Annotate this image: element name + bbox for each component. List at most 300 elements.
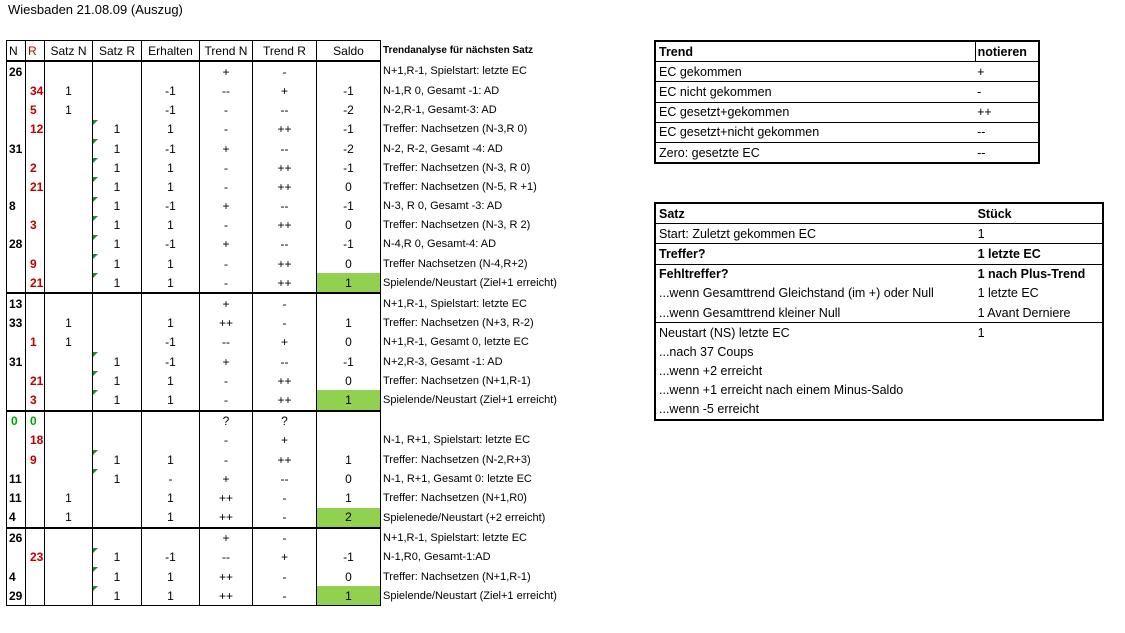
- cell-analysis: N-2,R-1, Gesamt-3: AD: [383, 104, 497, 117]
- cell-erhalten: [142, 431, 200, 450]
- cell-trend-r: -: [253, 61, 317, 81]
- trend-label: EC gesetzt+gekommen: [655, 102, 975, 122]
- cell-n: [7, 101, 26, 120]
- cell-r: [26, 528, 45, 548]
- trend-row: [655, 142, 1039, 163]
- cell-analysis: Treffer: Nachsetzen (N-3, R 0): [383, 161, 531, 174]
- cell-satz-n: [45, 450, 93, 469]
- cell-erhalten: -1: [142, 333, 200, 352]
- cell-trend-n: -: [200, 450, 253, 469]
- cell-satz-r: 1: [93, 158, 142, 177]
- cell-analysis: Spielende/Neustart (Ziel+1 erreicht): [383, 394, 557, 407]
- cell-analysis: N+1,R-1, Spielstart: letzte EC: [383, 297, 527, 310]
- cell-saldo: [317, 293, 381, 313]
- cell-trend-r: -: [253, 314, 317, 333]
- cell-satz-n: 1: [45, 81, 93, 100]
- col-header-n: N: [7, 41, 26, 62]
- cell-n: 31: [7, 139, 26, 158]
- cell-satz-n: 1: [45, 314, 93, 333]
- cell-analysis: N-1, R+1, Spielstart: letzte EC: [383, 434, 531, 447]
- cell-satz-r: 1: [93, 120, 142, 139]
- table-row: [7, 177, 631, 196]
- cell-r: 34: [26, 81, 45, 100]
- cell-trend-r: --: [253, 197, 317, 216]
- table-row: [7, 158, 631, 177]
- cell-erhalten: -1: [142, 101, 200, 120]
- table-row: [7, 101, 631, 120]
- cell-saldo: -1: [317, 548, 381, 567]
- cell-trend-n: --: [200, 333, 253, 352]
- satz-label: ...wenn +1 erreicht nach einem Minus-Saldo: [659, 383, 904, 398]
- cell-erhalten: 1: [142, 273, 200, 293]
- cell-trend-r: -: [253, 488, 317, 507]
- cell-erhalten: -1: [142, 548, 200, 567]
- cell-trend-r: ++: [253, 120, 317, 139]
- cell-erhalten: 1: [142, 586, 200, 606]
- header-row: [7, 41, 631, 62]
- satz-value: 1 letzte EC: [977, 286, 1039, 301]
- cell-trend-n: +: [200, 469, 253, 488]
- cell-r: 1: [26, 333, 45, 352]
- cell-trend-r: -: [253, 586, 317, 606]
- cell-saldo: -1: [317, 158, 381, 177]
- cell-analysis: [381, 411, 631, 431]
- trend-row: [655, 122, 1039, 142]
- cell-saldo: 0: [317, 567, 381, 586]
- satz-label: Start: Zuletzt gekommen EC: [655, 224, 976, 244]
- trend-notation: --: [975, 142, 1039, 163]
- table-row: [7, 254, 631, 273]
- cell-trend-r: ++: [253, 177, 317, 196]
- table-row: [7, 81, 631, 100]
- cell-n: [7, 371, 26, 390]
- cell-n: [7, 158, 26, 177]
- cell-satz-r: [93, 61, 142, 81]
- cell-r: 2: [26, 158, 45, 177]
- cell-analysis: Treffer: Nachsetzen (N-3,R 0): [383, 123, 528, 136]
- cell-trend-r: ++: [253, 390, 317, 410]
- satz-label: ...wenn Gesamttrend Gleichstand (im +) oder Null: [659, 286, 934, 301]
- cell-satz-r: 1: [93, 586, 142, 606]
- table-row: [7, 450, 631, 469]
- cell-analysis: Spielenede/Neustart (+2 erreicht): [383, 511, 546, 524]
- satz-row: [655, 381, 1103, 400]
- cell-satz-r: [93, 528, 142, 548]
- cell-analysis: N-3, R 0, Gesamt -3: AD: [383, 200, 503, 213]
- satz-value: 1 Avant Derniere: [977, 305, 1071, 320]
- trend-header-label: Trend: [655, 41, 975, 62]
- cell-satz-n: 1: [45, 488, 93, 507]
- cell-satz-n: [45, 390, 93, 410]
- satz-value: 1: [976, 224, 1103, 244]
- cell-saldo: [317, 61, 381, 81]
- col-header-satz-n: Satz N: [45, 41, 93, 62]
- cell-trend-r: --: [253, 139, 317, 158]
- cell-satz-n: [45, 293, 93, 313]
- satz-header-row: [655, 203, 1103, 224]
- cell-satz-n: [45, 120, 93, 139]
- table-row: [7, 273, 631, 293]
- col-header-trend-r: Trend R: [253, 41, 317, 62]
- trend-header-row: [655, 41, 1039, 62]
- table-row: [7, 139, 631, 158]
- cell-saldo: 0: [317, 469, 381, 488]
- satz-label: ...nach 37 Coups: [659, 344, 754, 359]
- cell-analysis: N-1,R 0, Gesamt -1: AD: [383, 84, 500, 97]
- satz-label: Treffer?: [655, 244, 976, 264]
- cell-saldo: 1: [317, 586, 381, 606]
- cell-analysis: N+1,R-1, Spielstart: letzte EC: [383, 65, 527, 78]
- cell-satz-n: [45, 235, 93, 254]
- cell-r: [26, 508, 45, 528]
- cell-satz-n: [45, 411, 93, 431]
- cell-erhalten: 1: [142, 177, 200, 196]
- col-header-r: R: [26, 41, 45, 62]
- cell-satz-n: [45, 216, 93, 235]
- trend-notation: --: [975, 122, 1039, 142]
- cell-trend-r: ++: [253, 450, 317, 469]
- cell-satz-r: 1: [93, 390, 142, 410]
- cell-satz-r: [93, 508, 142, 528]
- cell-r: [26, 197, 45, 216]
- cell-n: 33: [7, 314, 26, 333]
- cell-saldo: -1: [317, 235, 381, 254]
- cell-satz-r: [93, 293, 142, 313]
- cell-trend-n: ++: [200, 567, 253, 586]
- table-row: [7, 197, 631, 216]
- cell-satz-r: [93, 411, 142, 431]
- cell-trend-r: -: [253, 508, 317, 528]
- satz-value: 1: [976, 323, 1103, 343]
- cell-trend-r: ++: [253, 216, 317, 235]
- cell-satz-r: 1: [93, 177, 142, 196]
- cell-analysis: Spielende/Neustart (Ziel+1 erreicht): [383, 277, 557, 290]
- cell-n: 4: [7, 508, 26, 528]
- cell-n: 26: [7, 61, 26, 81]
- satz-value: 1 nach Plus-Trend: [976, 264, 1103, 284]
- cell-trend-r: ?: [253, 411, 317, 431]
- cell-n: 0: [7, 411, 26, 431]
- cell-trend-r: +: [253, 431, 317, 450]
- cell-satz-r: 1: [93, 273, 142, 293]
- cell-r: [26, 139, 45, 158]
- table-row: [7, 352, 631, 371]
- cell-erhalten: -: [142, 469, 200, 488]
- satz-label: ...wenn +2 erreicht: [659, 364, 763, 379]
- table-row: [7, 333, 631, 352]
- cell-r: 3: [26, 216, 45, 235]
- cell-saldo: -1: [317, 120, 381, 139]
- cell-erhalten: -1: [142, 352, 200, 371]
- cell-r: [26, 567, 45, 586]
- cell-satz-n: [45, 177, 93, 196]
- cell-trend-n: ++: [200, 488, 253, 507]
- col-header-erhalten: Erhalten: [142, 41, 200, 62]
- cell-satz-r: [93, 314, 142, 333]
- cell-n: 31: [7, 352, 26, 371]
- cell-trend-n: ++: [200, 508, 253, 528]
- table-row: [7, 216, 631, 235]
- col-header-trend-n: Trend N: [200, 41, 253, 62]
- cell-n: 8: [7, 197, 26, 216]
- satz-row: [655, 342, 1103, 361]
- cell-n: 11: [7, 488, 26, 507]
- table-row: [7, 431, 631, 450]
- cell-r: 21: [26, 177, 45, 196]
- cell-satz-n: [45, 254, 93, 273]
- trend-row: [655, 82, 1039, 102]
- satz-label: ...wenn -5 erreicht: [659, 402, 760, 417]
- cell-trend-n: +: [200, 293, 253, 313]
- cell-satz-n: [45, 139, 93, 158]
- satz-row: [655, 303, 1103, 323]
- table-row: [7, 61, 631, 81]
- cell-satz-n: [45, 61, 93, 81]
- cell-analysis: Treffer: Nachsetzen (N+1,R-1): [383, 374, 531, 387]
- cell-erhalten: [142, 528, 200, 548]
- cell-trend-n: -: [200, 431, 253, 450]
- cell-trend-n: ++: [200, 314, 253, 333]
- cell-r: 0: [26, 411, 45, 431]
- cell-satz-n: [45, 158, 93, 177]
- trend-row: [655, 102, 1039, 122]
- cell-r: 21: [26, 371, 45, 390]
- cell-r: [26, 293, 45, 313]
- cell-trend-n: -: [200, 120, 253, 139]
- cell-n: 28: [7, 235, 26, 254]
- cell-erhalten: -1: [142, 139, 200, 158]
- cell-trend-n: -: [200, 158, 253, 177]
- cell-erhalten: 1: [142, 216, 200, 235]
- cell-r: [26, 352, 45, 371]
- cell-erhalten: -1: [142, 197, 200, 216]
- col-header-satz-r: Satz R: [93, 41, 142, 62]
- sheet-title: Wiesbaden 21.08.09 (Auszug): [8, 2, 183, 17]
- roulette-tracking-table: [6, 40, 631, 606]
- cell-trend-r: --: [253, 352, 317, 371]
- trend-label: EC gesetzt+nicht gekommen: [655, 122, 975, 142]
- satz-row: [655, 284, 1103, 303]
- table-row: [7, 508, 631, 528]
- satz-row: [655, 323, 1103, 343]
- satz-label: ...wenn Gesamttrend kleiner Null: [659, 305, 841, 320]
- cell-satz-r: [93, 488, 142, 507]
- cell-trend-r: ++: [253, 273, 317, 293]
- table-row: [7, 314, 631, 333]
- satz-row: [655, 244, 1103, 264]
- cell-r: 23: [26, 548, 45, 567]
- satz-label: Fehltreffer?: [655, 264, 976, 284]
- cell-saldo: -1: [317, 352, 381, 371]
- cell-n: 26: [7, 528, 26, 548]
- cell-satz-r: 1: [93, 254, 142, 273]
- table-row: [7, 390, 631, 410]
- cell-n: [7, 390, 26, 410]
- cell-satz-n: [45, 567, 93, 586]
- cell-n: [7, 216, 26, 235]
- cell-erhalten: -1: [142, 81, 200, 100]
- cell-analysis: Treffer: Nachsetzen (N-2,R+3): [383, 453, 531, 466]
- cell-erhalten: 1: [142, 254, 200, 273]
- cell-saldo: -1: [317, 197, 381, 216]
- satz-rules-table: [654, 202, 1104, 421]
- cell-analysis: N+2,R-3, Gesamt -1: AD: [383, 355, 503, 368]
- cell-n: 4: [7, 567, 26, 586]
- cell-erhalten: 1: [142, 488, 200, 507]
- cell-satz-r: 1: [93, 450, 142, 469]
- cell-saldo: -1: [317, 81, 381, 100]
- cell-saldo: 0: [317, 216, 381, 235]
- cell-satz-r: [93, 81, 142, 100]
- cell-saldo: [317, 528, 381, 548]
- cell-trend-r: +: [253, 548, 317, 567]
- cell-erhalten: 1: [142, 390, 200, 410]
- cell-r: 18: [26, 431, 45, 450]
- cell-satz-r: 1: [93, 469, 142, 488]
- trend-legend-table: [654, 40, 1040, 164]
- cell-trend-n: +: [200, 235, 253, 254]
- satz-row: [655, 362, 1103, 381]
- cell-satz-n: [45, 431, 93, 450]
- cell-trend-r: --: [253, 469, 317, 488]
- cell-trend-n: -: [200, 101, 253, 120]
- cell-n: 11: [7, 469, 26, 488]
- cell-trend-n: +: [200, 197, 253, 216]
- satz-value: 1 letzte EC: [976, 244, 1103, 264]
- cell-trend-n: ++: [200, 586, 253, 606]
- cell-analysis: Treffer: Nachsetzen (N+1,R-1): [383, 570, 531, 583]
- table-row: [7, 235, 631, 254]
- cell-trend-n: -: [200, 177, 253, 196]
- cell-r: [26, 469, 45, 488]
- cell-satz-r: [93, 101, 142, 120]
- cell-erhalten: [142, 411, 200, 431]
- cell-satz-r: 1: [93, 352, 142, 371]
- satz-row: [655, 400, 1103, 420]
- trend-label: EC gekommen: [655, 62, 975, 82]
- cell-analysis: N+1,R-1, Spielstart: letzte EC: [383, 531, 527, 544]
- cell-erhalten: 1: [142, 371, 200, 390]
- cell-satz-r: 1: [93, 567, 142, 586]
- trend-notation: +: [975, 62, 1039, 82]
- cell-trend-n: +: [200, 528, 253, 548]
- cell-saldo: [317, 411, 381, 431]
- table-row: [7, 488, 631, 507]
- cell-trend-n: -: [200, 216, 253, 235]
- cell-satz-n: [45, 586, 93, 606]
- table-row: [7, 371, 631, 390]
- cell-satz-n: [45, 528, 93, 548]
- cell-satz-n: [45, 469, 93, 488]
- cell-r: 9: [26, 254, 45, 273]
- cell-analysis: Treffer: Nachsetzen (N-3, R 2): [383, 219, 531, 232]
- cell-trend-n: -: [200, 273, 253, 293]
- cell-n: [7, 81, 26, 100]
- cell-erhalten: [142, 293, 200, 313]
- cell-trend-r: -: [253, 567, 317, 586]
- cell-saldo: 1: [317, 273, 381, 293]
- table-row: [7, 469, 631, 488]
- cell-trend-n: +: [200, 352, 253, 371]
- cell-satz-r: [93, 333, 142, 352]
- cell-trend-n: +: [200, 139, 253, 158]
- cell-saldo: 0: [317, 333, 381, 352]
- col-header-analysis: Trendanalyse für nächsten Satz: [383, 45, 534, 57]
- cell-erhalten: 1: [142, 567, 200, 586]
- cell-r: 5: [26, 101, 45, 120]
- cell-satz-n: [45, 548, 93, 567]
- cell-n: [7, 177, 26, 196]
- cell-analysis: N-2, R-2, Gesamt -4: AD: [383, 142, 503, 155]
- cell-trend-r: --: [253, 235, 317, 254]
- cell-r: 21: [26, 273, 45, 293]
- cell-trend-r: +: [253, 333, 317, 352]
- cell-r: [26, 586, 45, 606]
- cell-trend-n: --: [200, 81, 253, 100]
- cell-r: 9: [26, 450, 45, 469]
- cell-r: 12: [26, 120, 45, 139]
- cell-erhalten: 1: [142, 508, 200, 528]
- cell-satz-r: 1: [93, 139, 142, 158]
- cell-r: [26, 61, 45, 81]
- cell-saldo: 0: [317, 177, 381, 196]
- cell-erhalten: -1: [142, 235, 200, 254]
- table-row: [7, 411, 631, 431]
- cell-n: [7, 431, 26, 450]
- cell-saldo: 1: [317, 390, 381, 410]
- cell-satz-n: [45, 197, 93, 216]
- col-header-saldo: Saldo: [317, 41, 381, 62]
- cell-trend-r: --: [253, 101, 317, 120]
- cell-erhalten: 1: [142, 120, 200, 139]
- cell-saldo: 2: [317, 508, 381, 528]
- cell-satz-r: [93, 431, 142, 450]
- trend-row: [655, 62, 1039, 82]
- cell-erhalten: 1: [142, 450, 200, 469]
- table-row: [7, 293, 631, 313]
- cell-n: [7, 273, 26, 293]
- cell-analysis: N-4,R 0, Gesamt-4: AD: [383, 238, 497, 251]
- table-row: [7, 528, 631, 548]
- cell-trend-n: ?: [200, 411, 253, 431]
- cell-satz-r: 1: [93, 371, 142, 390]
- cell-trend-r: ++: [253, 371, 317, 390]
- cell-analysis: N-1,R0, Gesamt-1:AD: [383, 551, 491, 564]
- cell-trend-r: ++: [253, 158, 317, 177]
- cell-erhalten: [142, 61, 200, 81]
- cell-satz-r: 1: [93, 235, 142, 254]
- cell-n: 13: [7, 293, 26, 313]
- cell-satz-r: 1: [93, 216, 142, 235]
- cell-satz-r: 1: [93, 197, 142, 216]
- cell-trend-r: -: [253, 528, 317, 548]
- cell-saldo: 0: [317, 371, 381, 390]
- trend-notation: -: [975, 82, 1039, 102]
- cell-trend-n: -: [200, 390, 253, 410]
- cell-trend-n: --: [200, 548, 253, 567]
- table-row: [7, 120, 631, 139]
- cell-trend-n: -: [200, 371, 253, 390]
- satz-header-value: Stück: [977, 206, 1012, 221]
- table-row: [7, 586, 631, 606]
- cell-saldo: 0: [317, 254, 381, 273]
- cell-satz-n: [45, 371, 93, 390]
- cell-n: [7, 548, 26, 567]
- cell-trend-n: -: [200, 254, 253, 273]
- satz-row: [655, 264, 1103, 284]
- trend-label: Zero: gesetzte EC: [655, 142, 975, 163]
- cell-n: [7, 333, 26, 352]
